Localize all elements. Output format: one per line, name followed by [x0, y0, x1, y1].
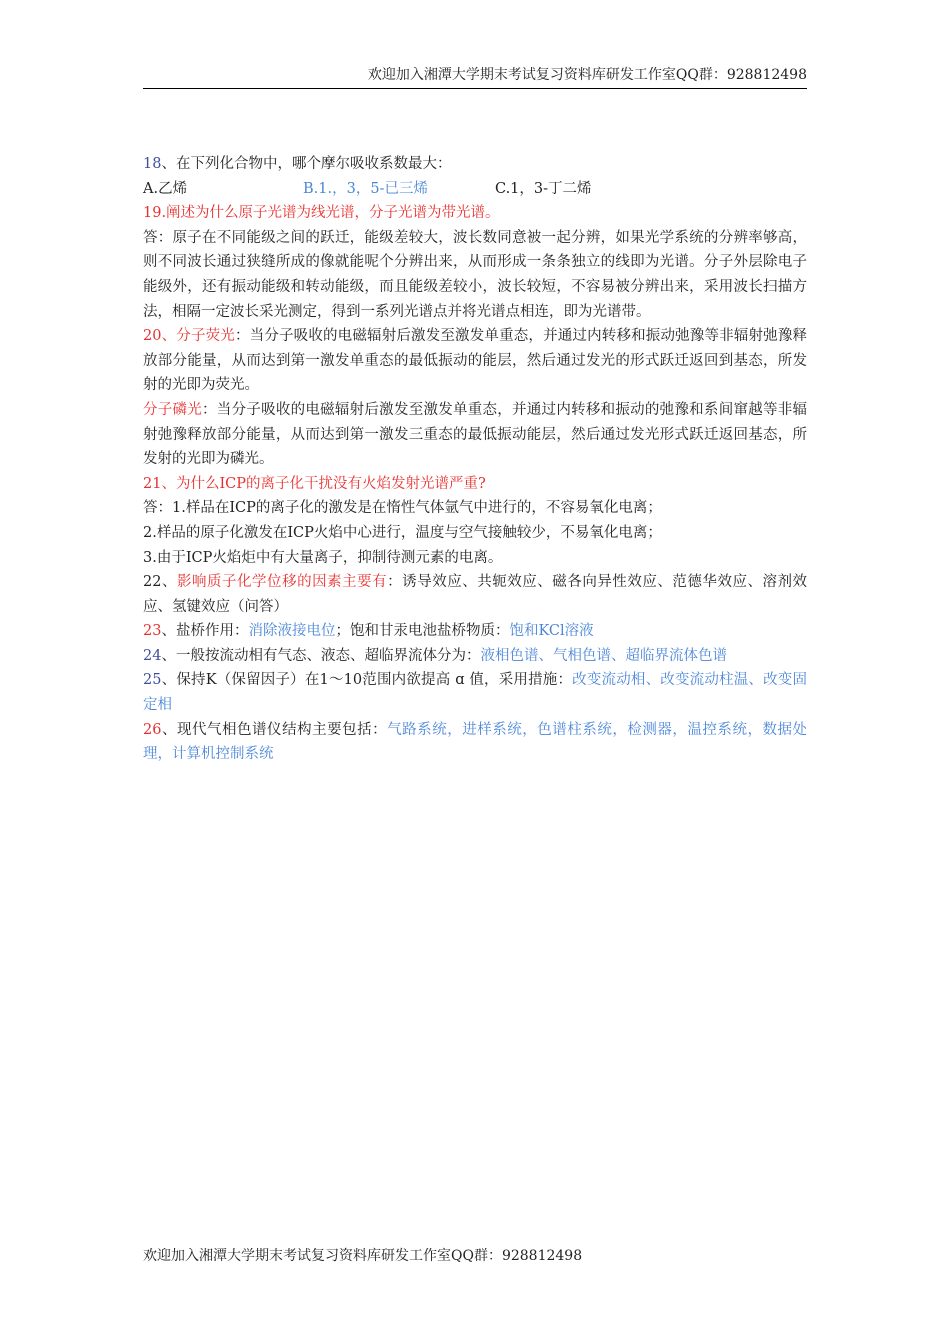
question-18-options: [143, 177, 807, 202]
question-21-answer-3: 3.由于ICP火焰炬中有大量离子，抑制待测元素的电离。: [143, 549, 503, 566]
question-title: 影响质子化学位移的因素主要有: [176, 574, 388, 591]
option-a: A.乙烯: [143, 180, 188, 197]
question-number: 18: [143, 156, 162, 172]
option-c: C.1，3-丁二烯: [495, 180, 592, 197]
question-text: 、在下列化合物中，哪个摩尔吸收系数最大：: [161, 156, 452, 172]
document-body: [143, 152, 807, 767]
question-text: ；饱和甘汞电池盐桥物质：: [335, 623, 510, 640]
term: 20、分子荧光: [143, 328, 235, 345]
question-23: [143, 619, 807, 644]
question-22: [143, 570, 807, 619]
question-25: [143, 668, 807, 717]
question-text: 、一般按流动相有气态、液态、超临界流体分为：: [161, 647, 481, 664]
answer: 饱和KCl溶液: [509, 623, 594, 640]
question-number: 24: [143, 647, 162, 664]
question-19-title: 19.阐述为什么原子光谱为线光谱，分子光谱为带光谱。: [143, 205, 500, 222]
question-19-answer: 答：原子在不同能级之间的跃迁，能级差较大，波长数同意被一起分辨，如果光学系统的分辨率够高，则不同波长通过狭缝所成的像就能呢个分辨出来，从而形成一条条独立的线即为光谱。分子外层除电子能级外，还有振动能级和转动能级，而且能级差较小，波长较短，不容易被分辨出来，采用波长扫描方法，相隔一定波长采光测定，得到一系列光谱点并将光谱点相连，即为光谱带。: [143, 229, 807, 320]
question-text: 、盐桥作用：: [161, 623, 249, 640]
question-number: 23: [143, 623, 162, 640]
answer: 气路系统，进样系统，色谱柱系统，检测器，温控系统，数据处理，计算机控制系统: [143, 721, 807, 763]
question-number: 22、: [143, 574, 177, 591]
answer: 改变流动相、改变流动柱温、改变固定相: [143, 672, 807, 714]
question-18: [143, 152, 807, 177]
answer: 消除液接电位: [248, 623, 336, 640]
question-text: 、现代气相色谱仪结构主要包括：: [161, 721, 388, 738]
answer: 液相色谱、气相色谱、超临界流体色谱: [480, 647, 727, 664]
question-24: [143, 644, 807, 669]
question-21-title: 21、为什么ICP的离子化干扰没有火焰发射光谱严重?: [143, 475, 486, 492]
option-b-correct: B.1.，3，5-已三烯: [303, 180, 428, 197]
question-text: 、保持K（保留因子）在1～10范围内欲提高 ɑ 值，采用措施：: [161, 672, 573, 689]
definition-fluorescence: [143, 324, 807, 398]
question-26: [143, 718, 807, 767]
question-answer: ：诱导效应、共轭效应、磁各向异性效应、范德华效应、溶剂效应、氢键效应（问答）: [143, 574, 808, 615]
definition: ：当分子吸收的电磁辐射后激发至激发单重态，并通过内转移和振动的弛豫和系间窜越等非辐射弛豫释放部分能量，从而达到第一激发三重态的最低振动能层，然后通过发光形式跃迁返回基态，所发射的光即为磷光。: [143, 401, 807, 468]
question-21-answer-2: 2.样品的原子化激发在ICP火焰中心进行，温度与空气接触较少，不易氧化电离；: [143, 524, 662, 541]
question-number: 25: [143, 672, 162, 689]
term: 分子磷光: [143, 401, 203, 418]
question-21-answer-1: 答：1.样品在ICP的离子化的激发是在惰性气体氩气中进行的，不容易氧化电离；: [143, 500, 662, 517]
question-number: 26: [143, 721, 162, 738]
page-header: 欢迎加入湘潭大学期末考试复习资料库研发工作室QQ群：928812498: [143, 64, 807, 89]
definition: ：当分子吸收的电磁辐射后激发至激发单重态，并通过内转移和振动弛豫等非辐射弛豫释放部分能量，从而达到第一激发单重态的最低振动的能层，然后通过发光的形式跃迁返回到基态，所发射的光即为荧光。: [143, 328, 807, 394]
definition-phosphorescence: [143, 398, 807, 472]
page-footer: 欢迎加入湘潭大学期末考试复习资料库研发工作室QQ群：928812498: [143, 1248, 583, 1264]
